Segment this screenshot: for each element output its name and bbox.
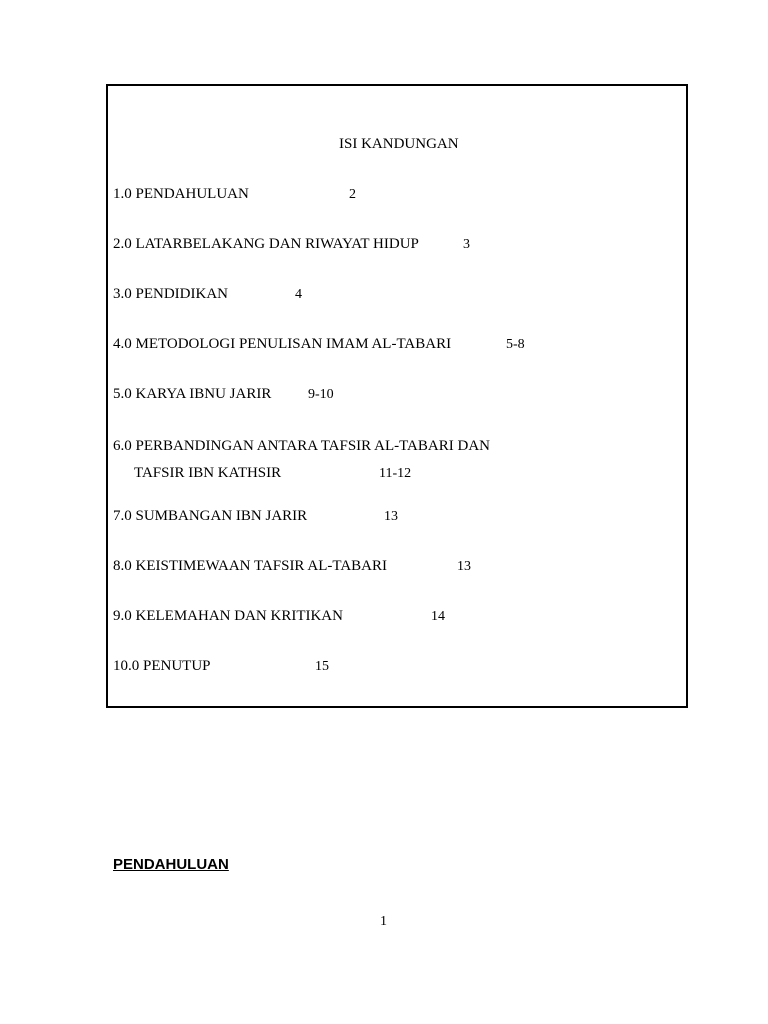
toc-entry-label: 5.0 KARYA IBNU JARIR (113, 386, 272, 402)
toc-entry-page: 9-10 (308, 387, 334, 402)
toc-entry-page: 13 (457, 559, 471, 574)
toc-entry-page: 11-12 (379, 466, 412, 481)
toc-title: ISI KANDUNGAN (339, 136, 459, 152)
toc-entry-label: 7.0 SUMBANGAN IBN JARIR (113, 508, 308, 524)
toc-entry-label: 8.0 KEISTIMEWAAN TAFSIR AL-TABARI (113, 558, 387, 574)
toc-entry-page: 3 (463, 237, 470, 252)
toc-entry-page: 4 (295, 287, 302, 302)
toc-entry-label: 4.0 METODOLOGI PENULISAN IMAM AL-TABARI (113, 336, 452, 352)
toc-entry-label: 6.0 PERBANDINGAN ANTARA TAFSIR AL-TABARI DAN (113, 438, 490, 454)
page-number: 1 (380, 914, 387, 929)
toc-entry-page: 15 (315, 659, 329, 674)
toc-entry-page: 13 (384, 509, 398, 524)
toc-entry-page: 2 (349, 187, 356, 202)
toc-entry-page: 14 (431, 609, 445, 624)
section-heading: PENDAHULUAN (113, 856, 229, 873)
toc-entry-label: 3.0 PENDIDIKAN (113, 286, 228, 302)
toc-entry-label: 2.0 LATARBELAKANG DAN RIWAYAT HIDUP (113, 236, 419, 252)
toc-entry-page: 5-8 (506, 337, 525, 352)
toc-entry-label: 9.0 KELEMAHAN DAN KRITIKAN (113, 608, 343, 624)
toc-entry-label: 10.0 PENUTUP (113, 658, 211, 674)
toc-entry-label: 1.0 PENDAHULUAN (113, 186, 249, 202)
toc-entry-label-continuation: TAFSIR IBN KATHSIR (134, 465, 282, 481)
